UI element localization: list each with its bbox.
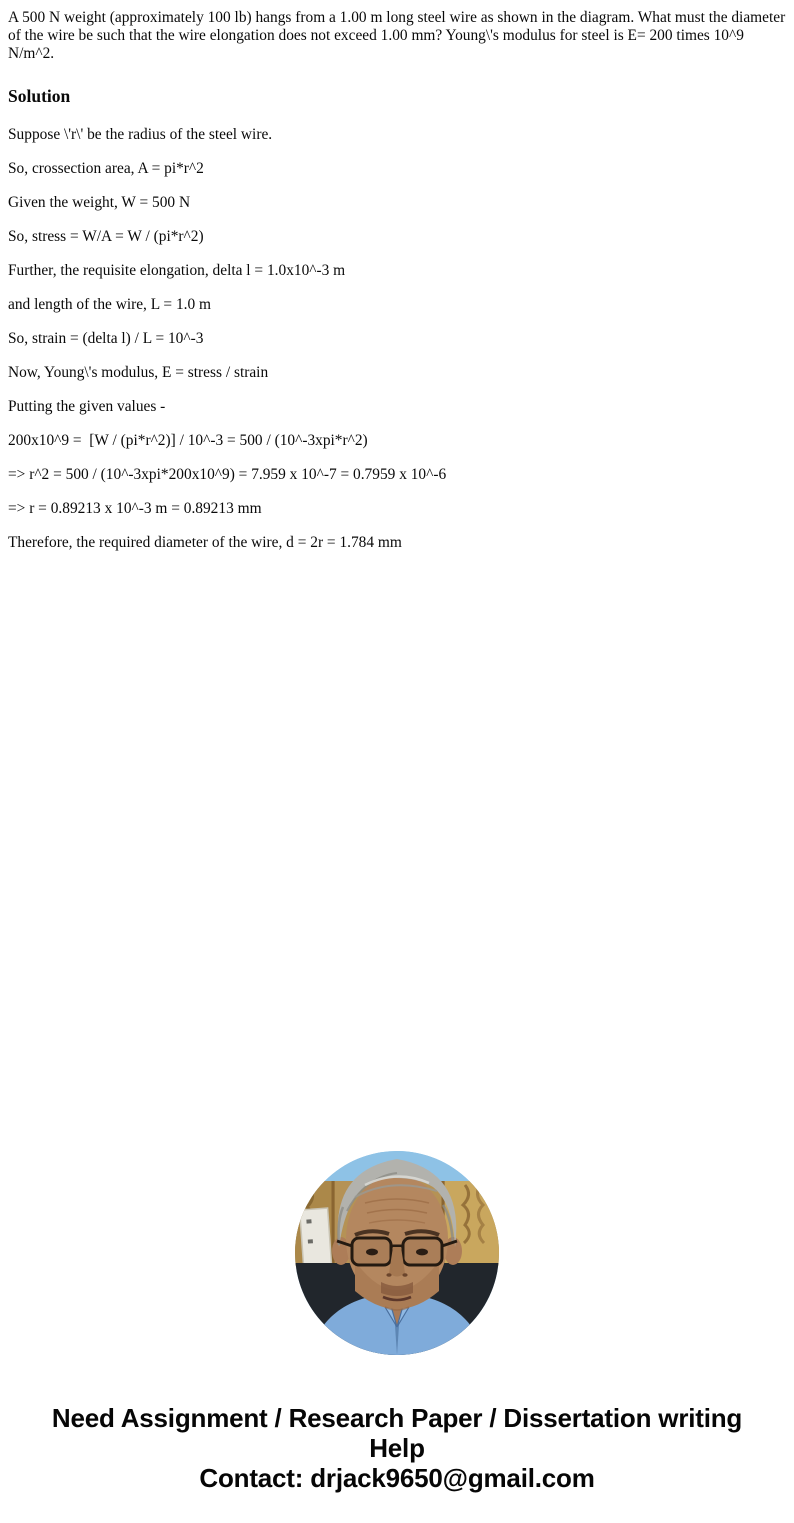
solution-step: Suppose \'r\' be the radius of the steel wire. — [8, 126, 273, 143]
promo-contact-text: Contact: drjack9650@gmail.com — [199, 1463, 595, 1493]
solution-step: and length of the wire, L = 1.0 m — [8, 296, 212, 313]
promo-footer — [0, 1403, 794, 1493]
solution-step: 200x10^9 = [W / (pi*r^2)] / 10^-3 = 500 / (10^-3xpi*r^2) — [8, 432, 368, 449]
solution-heading: Solution — [8, 86, 71, 106]
solution-step: So, strain = (delta l) / L = 10^-3 — [8, 330, 204, 347]
solution-step: Putting the given values - — [8, 398, 166, 415]
solution-step: Further, the requisite elongation, delta l = 1.0x10^-3 m — [8, 262, 346, 279]
solution-step: Given the weight, W = 500 N — [8, 194, 191, 211]
solution-step: So, crossection area, A = pi*r^2 — [8, 160, 204, 177]
instructor-photo — [295, 1151, 499, 1355]
problem-statement: A 500 N weight (approximately 100 lb) hangs from a 1.00 m long steel wire as shown in the diagram. What must the diameter of the wire be such that the wire elongation does not exceed 1.00 mm? Young\'s modulus for steel is E= 200 times 10^9 N/m^2. — [8, 9, 786, 62]
solution-step: Now, Young\'s modulus, E = stress / strain — [8, 364, 269, 381]
solution-step: Therefore, the required diameter of the wire, d = 2r = 1.784 mm — [8, 534, 402, 551]
document-body — [0, 0, 794, 551]
instructor-portrait-graphic — [295, 1151, 499, 1355]
solution-step: So, stress = W/A = W / (pi*r^2) — [8, 228, 204, 245]
promo-help-text: Need Assignment / Research Paper / Dissertation writing Help — [51, 1403, 743, 1463]
solution-step: => r^2 = 500 / (10^-3xpi*200x10^9) = 7.959 x 10^-7 = 0.7959 x 10^-6 — [8, 466, 447, 483]
solution-steps — [8, 127, 786, 551]
solution-step: => r = 0.89213 x 10^-3 m = 0.89213 mm — [8, 500, 262, 517]
